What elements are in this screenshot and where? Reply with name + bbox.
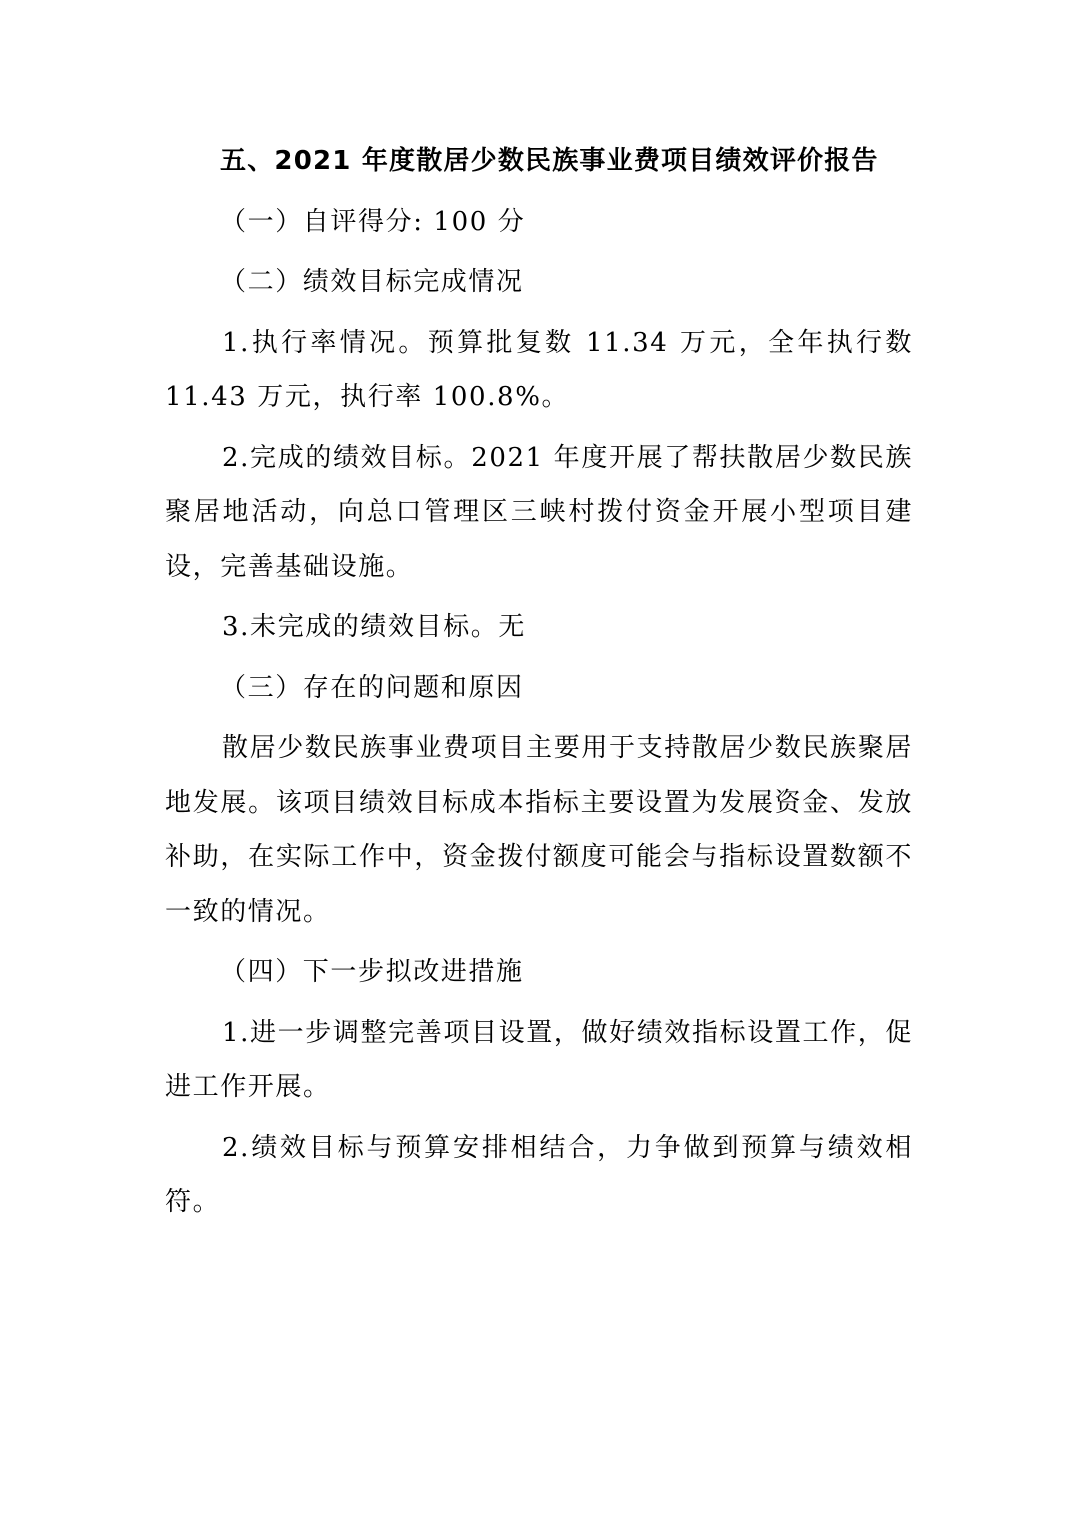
section-heading-problems: （三）存在的问题和原因 <box>220 672 524 703</box>
paragraph-execution-rate: 1.执行率情况。预算批复数 11.34 万元，全年执行数 11.43 万元，执行率 100.8%。 <box>165 327 913 412</box>
section-heading-goal-completion: （二）绩效目标完成情况 <box>220 267 524 297</box>
report-title: 五、2021 年度散居少数民族事业费项目绩效评价报告 <box>220 146 879 176</box>
document-body <box>165 134 913 1230</box>
section-heading-improvements: （四）下一步拟改进措施 <box>220 957 524 987</box>
section-heading-score: （一）自评得分: 100 分 <box>220 206 526 237</box>
paragraph-improvement-1: 1.进一步调整完善项目设置，做好绩效指标设置工作，促进工作开展。 <box>165 1017 913 1102</box>
paragraph-completed-goals: 2.完成的绩效目标。2021 年度开展了帮扶散居少数民族聚居地活动，向总口管理区三峡村拨付资金开展小型项目建设，完善基础设施。 <box>165 442 913 582</box>
paragraph-improvement-2: 2.绩效目标与预算安排相结合，力争做到预算与绩效相符。 <box>165 1132 913 1217</box>
paragraph-uncompleted-goals: 3.未完成的绩效目标。无 <box>222 612 527 642</box>
paragraph-problems: 散居少数民族事业费项目主要用于支持散居少数民族聚居地发展。该项目绩效目标成本指标主要设置为发展资金、发放补助，在实际工作中，资金拨付额度可能会与指标设置数额不一致的情况。 <box>165 733 913 927</box>
